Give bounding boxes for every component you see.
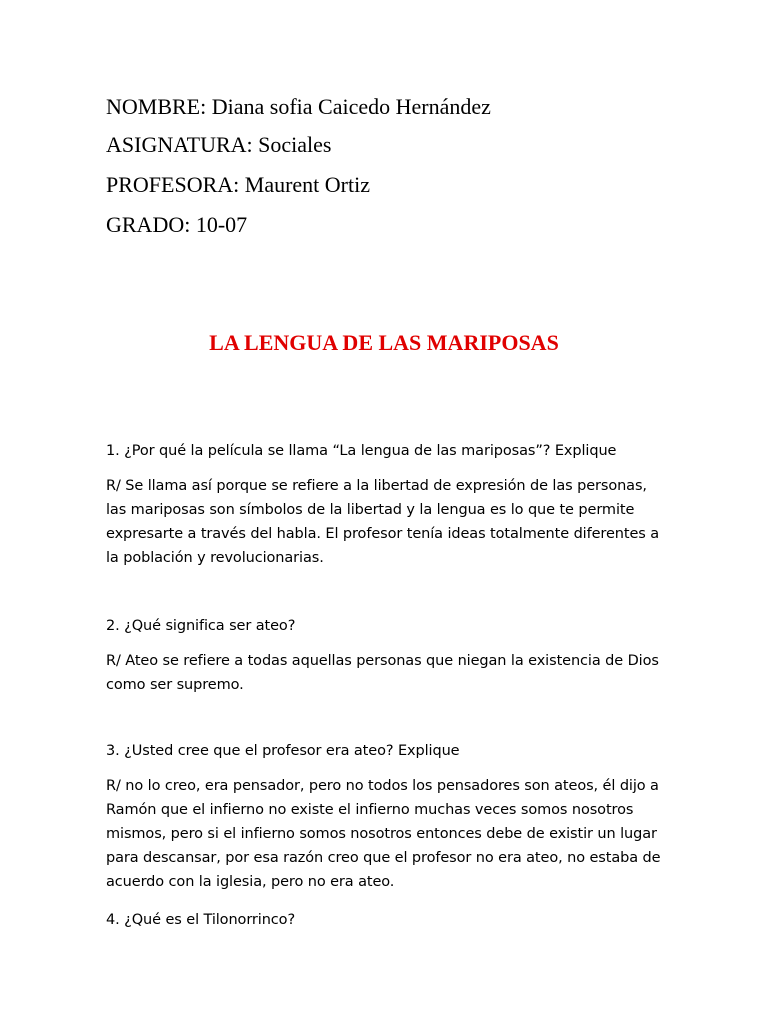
grade: GRADO: 10-07	[106, 212, 248, 237]
question-1: 1. ¿Por qué la película se llama “La lengua de las mariposas”? Explique	[106, 443, 617, 459]
question-4: 4. ¿Qué es el Tilonorrinco?	[106, 912, 296, 928]
answer-2-line-2: como ser supremo.	[106, 677, 244, 693]
question-2: 2. ¿Qué significa ser ateo?	[106, 618, 296, 634]
document-title: LA LENGUA DE LAS MARIPOSAS	[209, 330, 559, 355]
answer-2-line-1: R/ Ateo se refiere a todas aquellas personas que niegan la existencia de Dios	[106, 653, 659, 669]
answer-3-line-1: R/ no lo creo, era pensador, pero no todos los pensadores son ateos, él dijo a	[106, 778, 659, 794]
answer-3-line-4: para descansar, por esa razón creo que el profesor no era ateo, no estaba de	[106, 850, 661, 866]
answer-1-line-4: la población y revolucionarias.	[106, 550, 324, 566]
answer-3-line-3: mismos, pero si el infierno somos nosotros entonces debe de existir un lugar	[106, 826, 657, 842]
answer-3-line-5: acuerdo con la iglesia, pero no era ateo.	[106, 874, 395, 890]
subject: ASIGNATURA: Sociales	[106, 132, 332, 157]
answer-1-line-3: expresarte a través del habla. El profesor tenía ideas totalmente diferentes a	[106, 526, 660, 542]
question-3: 3. ¿Usted cree que el profesor era ateo? Explique	[106, 743, 460, 759]
teacher: PROFESORA: Maurent Ortiz	[106, 172, 370, 197]
student-name: NOMBRE: Diana sofia Caicedo Hernández	[106, 94, 491, 119]
answer-3-line-2: Ramón que el infierno no existe el infierno muchas veces somos nosotros	[106, 802, 634, 818]
answer-1-line-1: R/ Se llama así porque se refiere a la libertad de expresión de las personas,	[106, 478, 647, 494]
answer-1-line-2: las mariposas son símbolos de la libertad y la lengua es lo que te permite	[106, 502, 635, 518]
